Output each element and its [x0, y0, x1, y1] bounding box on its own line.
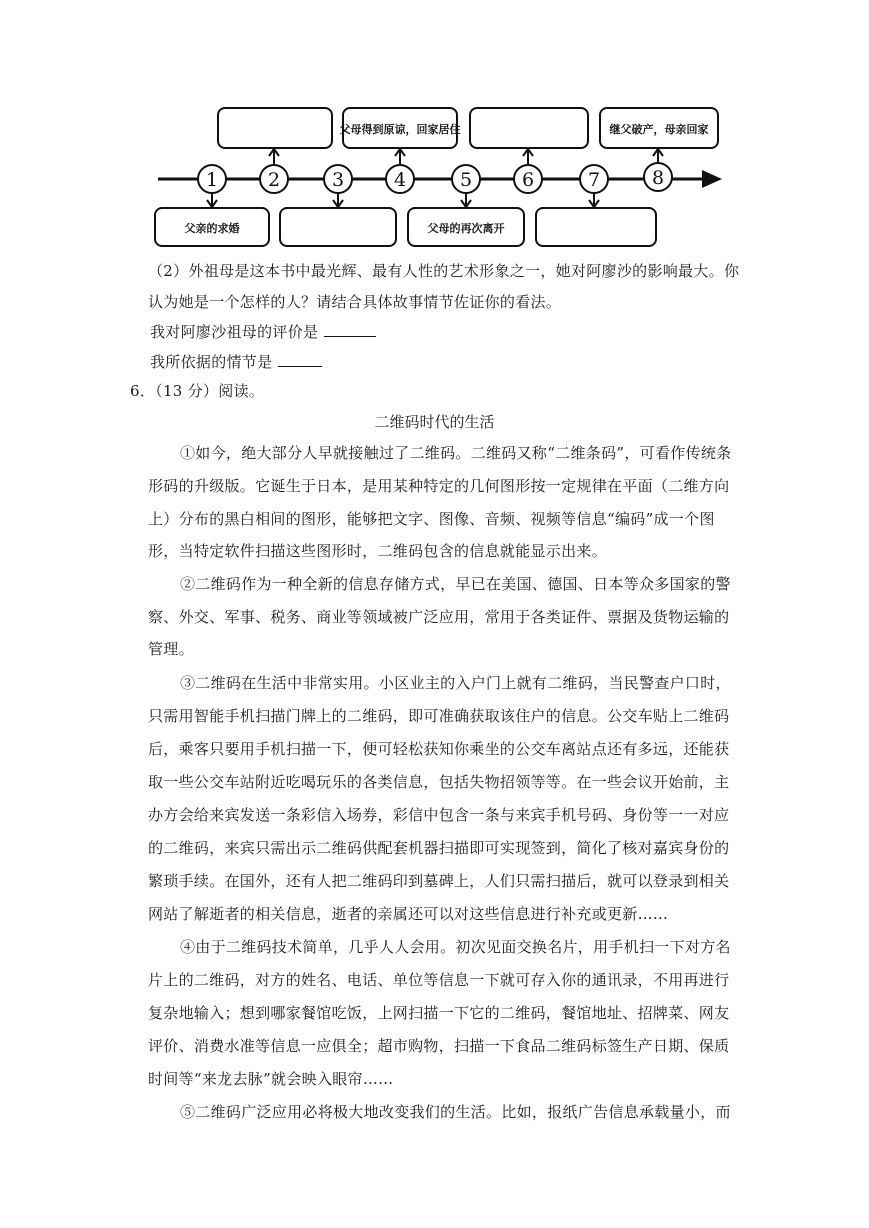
- para4-line4: 评价、消费水准等信息一应俱全；超市购物，扫描一下食品二维码标签生产日期、保质: [148, 1037, 730, 1055]
- plot-prompt-text: 我所依据的情节是: [150, 353, 273, 371]
- question6-header: 6．（13 分）阅读。: [130, 382, 265, 400]
- timeline-arrowhead: [702, 170, 722, 188]
- timeline-node-1: [198, 165, 226, 193]
- top-box-2: [218, 108, 332, 148]
- para4-line3: 复杂地输入；想到哪家餐馆吃饭，上网扫描一下它的二维码，餐馆地址、招牌菜、网友: [148, 1004, 730, 1022]
- evaluation-blank: [324, 322, 376, 337]
- svg-text:2: 2: [267, 169, 281, 191]
- para2-line3: 管理。: [148, 640, 194, 658]
- svg-text:6: 6: [521, 169, 535, 191]
- top-box-6: [470, 108, 588, 148]
- timeline-node-2: [260, 165, 288, 193]
- para3-line4: 取一些公交车站附近吃喝玩乐的各类信息，包括失物招领等等。在一些会议开始前，主: [148, 773, 730, 791]
- para2-line1: ②二维码作为一种全新的信息存储方式，早已在美国、德国、日本等众多国家的警: [180, 575, 731, 593]
- para3-line2: 只需用智能手机扫描门牌上的二维码，即可准确获取该住户的信息。公交车贴上二维码: [148, 707, 730, 725]
- para1-line4: 形，当特定软件扫描这些图形时，二维码包含的信息就能显示出来。: [148, 542, 608, 560]
- evaluation-prompt-text: 我对阿廖沙祖母的评价是: [150, 323, 319, 341]
- timeline-node-4: [386, 165, 414, 193]
- plot-prompt: [150, 352, 322, 372]
- svg-text:4: 4: [393, 169, 407, 191]
- para1-line2: 形码的升级版。它诞生于日本，是用某种特定的几何图形按一定规律在平面（二维方向: [148, 477, 730, 495]
- bottom-box-5-label: 父母的再次离开: [427, 222, 505, 235]
- question2-line1: （2）外祖母是这本书中最光辉、最有人性的艺术形象之一，她对阿廖沙的影响最大。你: [148, 262, 740, 280]
- para2-line2: 察、外交、军事、税务、商业等领域被广泛应用，常用于各类证件、票据及货物运输的: [148, 608, 730, 626]
- para3-line1: ③二维码在生活中非常实用。小区业主的入户门上就有二维码，当民警查户口时，: [180, 674, 731, 692]
- para1-line3: 上）分布的黑白相间的图形，能够把文字、图像、音频、视频等信息“编码”成一个图: [148, 510, 715, 528]
- svg-text:8: 8: [651, 167, 665, 189]
- para3-line6: 的二维码，来宾只需出示二维码供配套机器扫描即可实现签到，简化了核对嘉宾身份的: [148, 839, 730, 857]
- plot-blank: [278, 352, 322, 367]
- bottom-box-3: [280, 208, 396, 246]
- para4-line1: ④由于二维码技术简单，几乎人人会用。初次见面交换名片，用手机扫一下对方名: [180, 938, 731, 956]
- evaluation-prompt: [150, 322, 376, 342]
- article-title: 二维码时代的生活: [374, 413, 495, 431]
- timeline-node-7: [580, 165, 608, 193]
- para5-line1: ⑤二维码广泛应用必将极大地改变我们的生活。比如，报纸广告信息承载量小，而: [180, 1103, 731, 1121]
- plot-timeline-diagram: [150, 100, 730, 260]
- para4-line5: 时间等“来龙去脉”就会映入眼帘……: [148, 1070, 394, 1088]
- svg-text:3: 3: [331, 169, 345, 191]
- svg-text:5: 5: [459, 169, 473, 191]
- timeline-node-5: [452, 165, 480, 193]
- para3-line3: 后，乘客只要用手机扫描一下，便可轻松获知你乘坐的公交车离站点还有多远，还能获: [148, 740, 730, 758]
- timeline-node-3: [324, 165, 352, 193]
- bottom-box-7: [536, 208, 656, 246]
- timeline-node-6: [514, 165, 542, 193]
- para3-line5: 办方会给来宾发送一条彩信入场券，彩信中包含一条与来宾手机号码、身份等一一对应: [148, 806, 730, 824]
- para3-line8: 网站了解逝者的相关信息，逝者的亲属还可以对这些信息进行补充或更新……: [148, 905, 669, 923]
- timeline-node-8: [644, 163, 672, 191]
- para1-line1: ①如今，绝大部分人早就接触过了二维码。二维码又称“二维条码”，可看作传统条: [180, 444, 732, 462]
- svg-text:7: 7: [587, 169, 601, 191]
- para3-line7: 繁琐手续。在国外，还有人把二维码印到墓碑上，人们只需扫描后，就可以登录到相关: [148, 872, 730, 890]
- top-box-8-label: 继父破产，母亲回家: [609, 123, 709, 136]
- bottom-box-1-label: 父亲的求婚: [184, 222, 240, 235]
- para4-line2: 片上的二维码，对方的姓名、电话、单位等信息一下就可存入你的通讯录，不用再进行: [148, 971, 730, 989]
- svg-text:1: 1: [205, 169, 219, 191]
- top-box-4-label: 父母得到原谅，回家居住: [339, 123, 461, 136]
- question2-line2: 认为她是一个怎样的人？请结合具体故事情节佐证你的看法。: [148, 293, 562, 311]
